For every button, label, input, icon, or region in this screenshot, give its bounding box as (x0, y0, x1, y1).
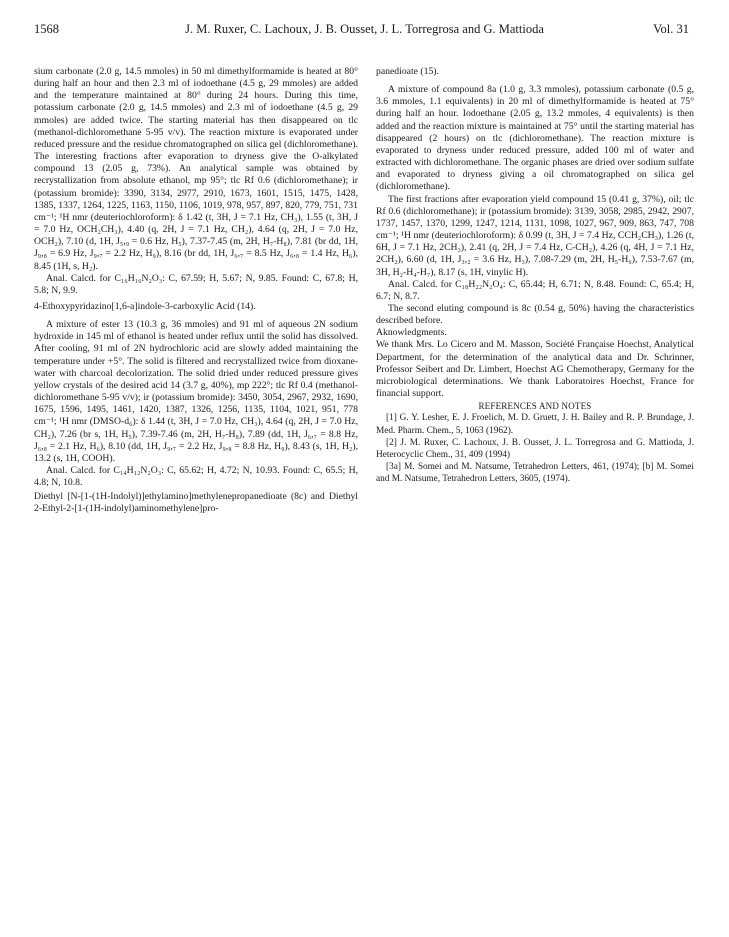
heading-continuation: panedioate (15). (376, 66, 439, 77)
left-column (34, 66, 358, 516)
references-heading: REFERENCES AND NOTES (478, 401, 592, 412)
volume-number: Vol. 31 (653, 22, 689, 36)
section-heading: 4-Ethoxypyridazino[1,6-a]indole-3-carboxylic Acid (14). (34, 300, 256, 312)
paragraph: The first fractions after evaporation yield compound 15 (0.41 g, 37%), oil; tlc Rf 0.6 (dichloromethane); ir (potassium bromide): 3139, 3058, 2985, 2942, 2907, 1737, 1457, 1370, 1299, 1247, 1214, 1131, 1098, 1027, 967, 909, 863, 747, 708 cm⁻¹; ¹H nmr (deuteriochloroform): δ 0.99 (t, 3H, J = 7.4 Hz, CCH₂CH₃), 1.26 (t, 6H, J = 7.1 Hz, 2CH₃), 2.41 (q, 2H, J = 7.4 Hz, C-CH₂), 4.26 (q, 4H, J = 7.1 Hz, 2CH₂), 6.60 (d, 1H, J₃,₂ = 3.6 Hz, H₃), 7.08-7.29 (m, 2H, H₅-H₆), 7.53-7.67 (m, 3H, H₂-H₄-H₇), 8.17 (s, 1H, vinylic H). (376, 193, 694, 278)
paragraph: sium carbonate (2.0 g, 14.5 mmoles) in 50 ml dimethylformamide is heated at 80° during half an hour and then 2.3 ml of iodoethane (4.5 g, 29 mmoles) are added and the temperature maintained at 80° during 24 hours. During this time, potassium carbonate (2.0 g, 14.5 mmoles) and 2.3 ml of iodoethane (4.5 g, 29 mmoles) are added twice. The starting material has then disappeared on tlc (methanol-dichloromethane 5-95 v/v). The reaction mixture is evaporated under reduced pressure and the residue chromatographed on silica gel (dichloromethane). The interesting fractions after evaporation to dryness give the O-alkylated compound 13 (2.05 g, 73%). An analytical sample was obtained by recrystallization from absolute ethanol, mp 95°; tlc Rf 0.6 (dichloromethane); ir (potassium bromide): 3390, 3134, 2977, 2910, 1673, 1601, 1515, 1475, 1428, 1385, 1337, 1264, 1225, 1163, 1150, 1106, 1019, 978, 957, 897, 820, 779, 751, 731 cm⁻¹; ¹H nmr (deuteriochloroform): δ 1.42 (t, 3H, J = 7.1 Hz, CH₃), 1.55 (t, 3H, J = 7.0 Hz, OCH₂CH₃), 4.40 (q, 2H, J = 7.1 Hz, CH₂), 4.64 (q, 2H, J = 7.0 Hz, OCH₂), 7.10 (d, 1H, J₅,₉ = 0.6 Hz, H₅), 7.37-7.45 (m, 2H, H₇-H₈), 7.81 (br dd, 1H, J₉,₈ = 6.9 Hz, J₉,₇ = 2.2 Hz, H₉), 8.16 (br dd, 1H, J₆,₇ = 8.5 Hz, J₆,₈ = 1.4 Hz, H₆), 8.45 (1H, s, H₂). (34, 66, 358, 272)
analysis-paragraph: Anal. Calcd. for C₁₆H₁₆N₂O₃: C, 67.59; H, 5.67; N, 9.85. Found: C, 67.8; H, 5.8; N, 9.9. (34, 272, 358, 296)
analysis-paragraph: Anal. Calcd. for C₁₈H₂₂N₂O₄: C, 65.44; H, 6.71; N, 8.48. Found: C, 65.4; H, 6.7; N, 8.7. (376, 278, 694, 302)
analysis-paragraph: Anal. Calcd. for C₁₄H₁₂N₂O₃: C, 65.62; H, 4.72; N, 10.93. Found: C, 65.5; H, 4.8; N, 10.8. (34, 465, 358, 489)
reference-item: [3a] M. Somei and M. Natsume, Tetrahedron Letters, 461, (1974); [b] M. Somei and M. Natsume, Tetrahedron Letters, 3605, (1974). (376, 462, 694, 485)
running-title: J. M. Ruxer, C. Lachoux, J. B. Ousset, J. L. Torregrosa and G. Mattioda (185, 22, 544, 36)
acknowledgments-heading: Aknowledgments. (376, 327, 447, 339)
page-number: 1568 (34, 22, 59, 36)
section-heading: Diethyl [N-[1-(1H-Indolyl)]ethylamino]methylenepropanedioate (8c) and Diethyl 2-Ethyl-2-[1-(1H-indolyl)aminomethylene]pro- (34, 491, 358, 515)
reference-item: [1] G. Y. Lesher, E. J. Froelich, M. D. Gruett, J. H. Bailey and R. P. Brundage, J. Med. Pharm. Chem., 5, 1063 (1962). (376, 413, 694, 436)
acknowledgments-text: We thank Mrs. Lo Cicero and M. Masson, Société Française Hoechst, Analytical Department, for the determination of the analytical data and Dr. Schrinner, Professor Seibert and Dr. Limbert, Hoechst AG Chemotherapy, Germany for the microbiological determinations. We thank Laboratoires Hoechst, France for financial support. (376, 339, 694, 400)
reference-item: [2] J. M. Ruxer, C. Lachoux, J. B. Ousset, J. L. Torregrosa and G. Mattioda, J. Heterocyclic Chem., 31, 409 (1994) (376, 437, 694, 460)
paragraph: A mixture of ester 13 (10.3 g, 36 mmoles) and 91 ml of aqueous 2N sodium hydroxide in 145 ml of ethanol is heated under reflux until the solid has dissolved. After cooling, 91 ml of 2N hydrochloric acid are slowly added maintaining the temperature under +5°. The solid is filtered and recrystallized twice from dioxane-water with charcoal decolorization. The solid dried under reduced pressure gives yellow crystals of the desired acid 14 (3.7 g, 40%), mp 222°; tlc Rf 0.4 (methanol-dichloromethane 5-95 v/v); ir (potassium bromide): 3450, 3054, 2967, 2932, 1690, 1675, 1596, 1495, 1461, 1420, 1387, 1326, 1256, 1135, 1104, 1021, 951, 778 cm⁻¹; ¹H nmr (DMSO-d₆): δ 1.44 (t, 3H, J = 7.0 Hz, CH₃), 4.64 (q, 2H, J = 7.0 Hz, CH₂), 7.26 (br s, 1H, H₅), 7.39-7.46 (m, 2H, H₇-H₈), 7.89 (dd, 1H, J₆,₇ = 8.8 Hz, J₆,₈ = 2.1 Hz, H₆), 8.10 (dd, 1H, J₉,₇ = 2.2 Hz, J₉,₈ = 8.8 Hz, H₉), 8.43 (s, 1H, H₂), 13.2 (s, 1H, COOH). (34, 319, 358, 464)
paragraph: A mixture of compound 8a (1.0 g, 3.3 mmoles), potassium carbonate (0.5 g, 3.6 mmoles, 1.1 equivalents) in 20 ml of dimethylformamide is heated at 75° during half an hour. Iodoethane (2.05 g, 13.2 mmoles, 4 equivalents) is then added and the reaction mixture is maintained at 75° until the starting material has disappeared (2 hours) on tlc (dichloromethane). The reaction mixture is evaporated to dryness under reduced pressure, added 100 ml of water and extracted with dichloromethane. The organic phases are dried over sodium sulfate and evaporated to dryness giving a oil chromatographed on silica gel (dichloromethane). (376, 84, 694, 193)
right-column (376, 66, 694, 485)
paragraph: The second eluting compound is 8c (0.54 g, 50%) having the characteristics described before. (376, 302, 694, 327)
